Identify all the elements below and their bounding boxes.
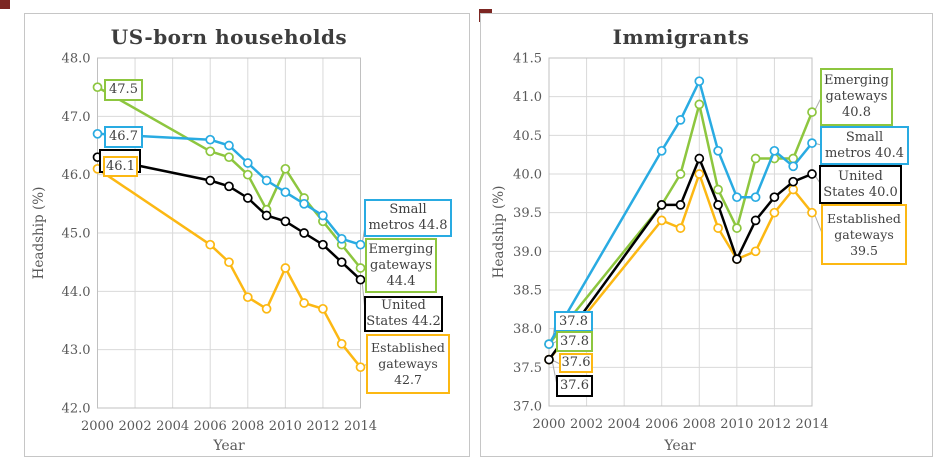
data-point-established-gateways-2008[interactable] [244,293,252,301]
series-label-line: United [381,298,426,313]
data-point-small-metros-2008[interactable] [695,77,703,85]
series-label-line: gateways [834,226,894,242]
data-point-united-states-2012[interactable] [770,193,778,201]
data-label-text: 37.6 [560,378,589,393]
start-label-united-states[interactable] [556,375,593,397]
x-tick-label: 2004 [607,417,641,432]
data-point-united-states-2013[interactable] [338,258,346,266]
y-tick-label: 37.5 [513,360,542,376]
data-point-emerging-gateways-2010[interactable] [733,224,741,232]
data-label-text: 37.8 [559,313,588,329]
data-point-united-states-2006[interactable] [206,177,214,185]
chart-selection-handle [0,0,10,9]
series-line-established-gateways[interactable] [98,169,361,367]
y-tick-label: 43.0 [61,343,91,359]
series-label-line: United [838,168,883,184]
start-label-emerging-gateways[interactable] [104,79,143,101]
x-tick-label: 2008 [231,419,265,434]
data-point-united-states-2011[interactable] [752,216,760,224]
data-label-text: 37.8 [560,333,589,349]
data-point-established-gateways-2011[interactable] [300,299,308,307]
data-point-small-metros-2012[interactable] [770,147,778,155]
data-point-united-states-2009[interactable] [714,201,722,209]
y-tick-label: 40.5 [513,128,542,144]
x-tick-label: 2012 [306,419,340,434]
data-point-united-states-2009[interactable] [263,212,271,220]
data-point-emerging-gateways-2007[interactable] [225,153,233,161]
data-point-emerging-gateways-2011[interactable] [752,155,760,163]
chart-title-us-born: US-born households [110,25,348,49]
data-point-united-states-2011[interactable] [300,229,308,237]
y-tick-label: 48.0 [61,51,91,67]
chart-panel-us-born[interactable] [24,13,470,457]
data-point-united-states-2007[interactable] [677,201,685,209]
data-point-small-metros-2014[interactable] [357,241,365,249]
data-label-text: 46.1 [106,158,135,174]
y-tick-label: 38.0 [513,322,542,338]
series-label-line: gateways [825,89,888,104]
y-tick-label: 47.0 [61,109,91,125]
x-tick-label: 2010 [268,419,302,434]
x-tick-label: 2014 [795,417,829,432]
end-label-united-states[interactable] [364,296,443,332]
x-tick-label: 2006 [193,419,227,434]
y-tick-label: 40.0 [513,167,542,183]
data-point-small-metros-2011[interactable] [300,200,308,208]
x-tick-label: 2006 [645,417,679,432]
y-tick-label: 39.5 [513,206,542,222]
data-label-text: 47.5 [109,82,138,97]
data-point-united-states-2014[interactable] [808,170,816,178]
y-tick-label: 39.0 [513,244,542,260]
data-point-united-states-2014[interactable] [357,276,365,284]
data-point-small-metros-2006[interactable] [206,136,214,144]
y-axis-title: Headship (%) [31,186,47,280]
series-label-line: Small [389,202,427,217]
data-point-small-metros-2011[interactable] [752,193,760,201]
series-label-line: metros 44.8 [368,218,448,233]
y-tick-label: 45.0 [61,226,91,242]
start-label-established-gateways[interactable] [103,156,138,177]
end-label-established-gateways[interactable] [821,204,907,265]
data-point-established-gateways-2009[interactable] [714,224,722,232]
end-label-established-gateways[interactable] [366,334,450,394]
data-point-established-gateways-2006[interactable] [658,216,666,224]
end-label-emerging-gateways[interactable] [820,68,893,126]
end-label-emerging-gateways[interactable] [365,238,437,293]
data-point-established-gateways-2013[interactable] [789,186,797,194]
start-label-established-gateways[interactable] [559,353,593,373]
data-point-established-gateways-2009[interactable] [263,305,271,313]
end-label-small-metros[interactable] [364,199,452,237]
data-point-established-gateways-2014[interactable] [808,209,816,217]
data-point-small-metros-2006[interactable] [658,147,666,155]
data-point-united-states-2007[interactable] [225,182,233,190]
data-point-small-metros-2009[interactable] [263,177,271,185]
data-point-emerging-gateways-2007[interactable] [677,170,685,178]
x-tick-label: 2008 [682,417,716,432]
x-tick-label: 2002 [570,417,604,432]
y-tick-label: 41.5 [513,51,542,67]
data-point-united-states-2010[interactable] [281,217,289,225]
x-tick-label: 2004 [156,419,190,434]
data-point-emerging-gateways-2010[interactable] [281,165,289,173]
start-label-small-metros[interactable] [104,126,143,148]
data-point-small-metros-2013[interactable] [789,162,797,170]
end-label-small-metros[interactable] [820,126,909,165]
data-point-emerging-gateways-2008[interactable] [244,171,252,179]
series-label-line: 39.5 [850,242,878,258]
x-axis-title: Year [213,438,245,454]
data-label-text: 46.7 [109,129,138,144]
series-label-line: Small [845,129,884,145]
data-point-established-gateways-2014[interactable] [357,363,365,371]
data-point-established-gateways-2013[interactable] [338,340,346,348]
chart-panel-immigrants[interactable] [480,13,933,457]
data-point-emerging-gateways-2008[interactable] [695,100,703,108]
data-point-established-gateways-2007[interactable] [677,224,685,232]
data-point-emerging-gateways-2014[interactable] [808,108,816,116]
data-point-united-states-2013[interactable] [789,178,797,186]
x-tick-label: 2010 [720,417,754,432]
series-label-line: Emerging [368,241,434,257]
end-label-united-states[interactable] [819,165,902,204]
data-point-established-gateways-2011[interactable] [752,247,760,255]
data-point-small-metros-2014[interactable] [808,139,816,147]
data-point-small-metros-2013[interactable] [338,235,346,243]
data-point-emerging-gateways-2009[interactable] [714,186,722,194]
series-label-line: 44.4 [386,273,416,289]
series-label-line: Established [827,210,901,226]
chart-title-immigrants: Immigrants [612,25,750,49]
start-label-emerging-gateways[interactable] [556,331,593,352]
y-axis-title: Headship (%) [491,185,507,279]
data-point-established-gateways-2006[interactable] [206,241,214,249]
y-tick-label: 37.0 [513,399,542,415]
data-point-small-metros-2012[interactable] [319,212,327,220]
data-point-united-states-2008[interactable] [244,194,252,202]
x-tick-label: 2000 [532,417,566,432]
y-tick-label: 42.0 [61,401,91,417]
series-label-line: 40.8 [842,105,871,120]
data-point-small-metros-2000[interactable] [94,130,102,138]
data-point-united-states-2000[interactable] [545,356,553,364]
y-tick-label: 41.0 [513,90,542,106]
y-tick-label: 44.0 [61,284,91,300]
data-point-small-metros-2007[interactable] [225,142,233,150]
data-point-established-gateways-2012[interactable] [319,305,327,313]
data-point-small-metros-2007[interactable] [677,116,685,124]
series-label-line: States 44.2 [366,314,441,329]
series-label-line: metros 40.4 [824,145,905,161]
series-label-line: States 40.0 [823,184,898,200]
data-point-united-states-2008[interactable] [695,155,703,163]
x-tick-label: 2002 [118,419,152,434]
data-point-established-gateways-2007[interactable] [225,258,233,266]
data-point-united-states-2012[interactable] [319,241,327,249]
data-point-small-metros-2008[interactable] [244,159,252,167]
data-point-small-metros-2009[interactable] [714,147,722,155]
y-tick-label: 38.5 [513,283,542,299]
data-point-emerging-gateways-2006[interactable] [206,147,214,155]
series-label-line: Emerging [824,73,889,88]
x-tick-label: 2012 [757,417,791,432]
data-point-established-gateways-2012[interactable] [770,209,778,217]
data-point-small-metros-2010[interactable] [733,193,741,201]
data-point-emerging-gateways-2014[interactable] [357,264,365,272]
series-label-line: gateways [370,257,432,273]
data-point-small-metros-2000[interactable] [545,340,553,348]
x-tick-label: 2014 [343,419,378,434]
data-point-emerging-gateways-2000[interactable] [94,83,102,91]
y-tick-label: 46.0 [61,168,91,184]
x-axis-title: Year [664,438,696,454]
series-label-line: 42.7 [394,372,422,387]
data-label-text: 37.6 [561,355,591,370]
data-point-united-states-2010[interactable] [733,255,741,263]
data-point-small-metros-2010[interactable] [281,188,289,196]
start-label-small-metros[interactable] [554,311,593,332]
data-point-united-states-2006[interactable] [658,201,666,209]
series-label-line: gateways [378,356,438,371]
data-point-established-gateways-2010[interactable] [281,264,289,272]
data-point-established-gateways-2008[interactable] [695,170,703,178]
series-label-line: Established [371,340,445,355]
x-tick-label: 2000 [80,419,115,434]
